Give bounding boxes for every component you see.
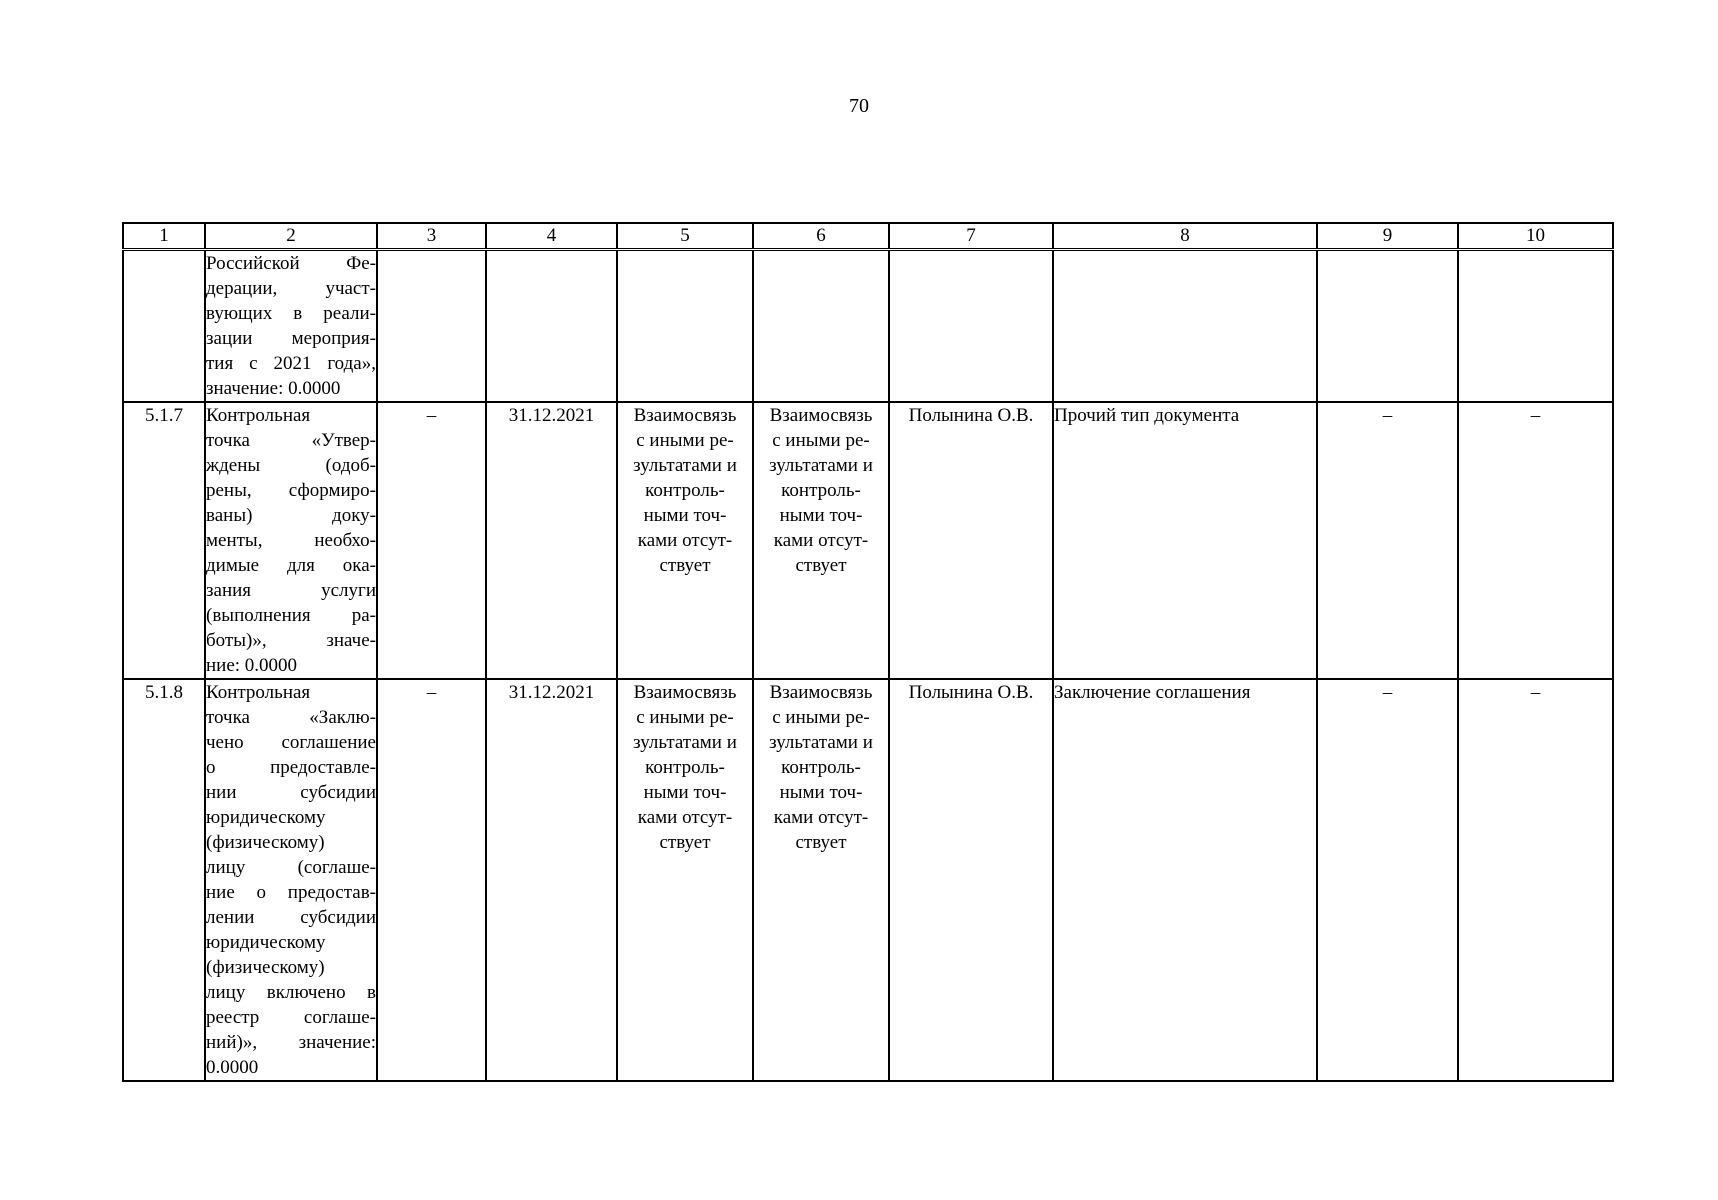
text-line: контроль- (781, 757, 861, 778)
text-line: с иными ре- (636, 707, 734, 728)
responsible-person: Полынина О.В. (889, 402, 1053, 679)
description-line: нии субсидии (206, 782, 376, 803)
header-cell-1: 1 (123, 223, 205, 250)
description-line: Контрольная (206, 405, 311, 426)
cell-col-3 (377, 250, 486, 403)
deadline-date: 31.12.2021 (486, 679, 617, 1081)
description-line: юридическому (206, 932, 326, 953)
description-line: о предоставле- (206, 757, 376, 778)
header-cell-8: 8 (1053, 223, 1317, 250)
row-number: 5.1.7 (123, 402, 205, 679)
page-number: 70 (849, 95, 869, 117)
text-line: Взаимосвязь (633, 405, 737, 426)
text-line: ными точ- (643, 505, 727, 526)
cell-col-10 (1458, 250, 1613, 403)
text-line: ками отсут- (637, 807, 733, 828)
header-cell-5: 5 (617, 223, 753, 250)
deadline-date (486, 250, 617, 403)
text-line: с иными ре- (772, 430, 870, 451)
header-cell-7: 7 (889, 223, 1053, 250)
header-row (123, 223, 1613, 250)
description-line: дерации, участ- (206, 278, 376, 299)
document-type: Заключение соглашения (1053, 679, 1317, 1081)
description-line: Российской Фе- (206, 253, 376, 274)
row-description (205, 402, 377, 679)
cell-col-9: – (1317, 679, 1458, 1081)
text-line: Взаимосвязь (633, 682, 737, 703)
description-line: ждены (одоб- (206, 455, 376, 476)
relationship-successors (753, 250, 889, 403)
relationship-predecessors (617, 679, 753, 1081)
description-line: димые для ока- (206, 555, 376, 576)
text-line: зультатами и (633, 732, 737, 753)
description-line: лении субсидии (206, 907, 376, 928)
cell-col-10: – (1458, 402, 1613, 679)
description-line: юридическому (206, 807, 326, 828)
description-line: вующих в реали- (206, 303, 376, 324)
description-line: рены, сформиро- (206, 480, 376, 501)
description-line: ваны) доку- (206, 505, 376, 526)
header-cell-10: 10 (1458, 223, 1613, 250)
description-line: ние о предостав- (206, 882, 376, 903)
description-line: ний)», значение: (206, 1032, 376, 1053)
table-header (123, 223, 1613, 250)
text-line: ствует (659, 555, 711, 576)
description-line: реестр соглаше- (206, 1007, 376, 1028)
row-number: 5.1.8 (123, 679, 205, 1081)
cell-col-9 (1317, 250, 1458, 403)
plan-table (122, 222, 1614, 1082)
relationship-predecessors (617, 402, 753, 679)
cell-col-3: – (377, 679, 486, 1081)
header-cell-9: 9 (1317, 223, 1458, 250)
relationship-successors (753, 402, 889, 679)
description-line: лицу (соглаше- (206, 857, 376, 878)
relationship-predecessors (617, 250, 753, 403)
description-line: зации мероприя- (206, 328, 376, 349)
text-line: ными точ- (779, 782, 863, 803)
description-line: точка «Заклю- (206, 707, 376, 728)
description-line: (физическому) (206, 832, 325, 853)
description-line: ние: 0.0000 (206, 655, 298, 676)
table-row (123, 679, 1613, 1081)
text-line: ствует (795, 832, 847, 853)
responsible-person: Полынина О.В. (889, 679, 1053, 1081)
row-number (123, 250, 205, 403)
text-line: зультатами и (769, 732, 873, 753)
description-line: зания услуги (206, 580, 376, 601)
text-line: ками отсут- (773, 807, 869, 828)
text-line: Взаимосвязь (769, 405, 873, 426)
description-line: точка «Утвер- (206, 430, 376, 451)
row-description (205, 250, 377, 403)
description-line: боты)», значе- (206, 630, 376, 651)
description-line: 0.0000 (206, 1057, 259, 1078)
description-line: тия с 2021 года», (206, 353, 376, 374)
relationship-successors (753, 679, 889, 1081)
table-body (123, 250, 1613, 1082)
description-line: лицу включено в (206, 982, 376, 1003)
description-line: менты, необхо- (206, 530, 376, 551)
text-line: контроль- (645, 757, 725, 778)
text-line: с иными ре- (636, 430, 734, 451)
document-type (1053, 250, 1317, 403)
text-line: зультатами и (633, 455, 737, 476)
text-line: ками отсут- (637, 530, 733, 551)
description-line: (выполнения ра- (206, 605, 376, 626)
text-line: зультатами и (769, 455, 873, 476)
cell-col-10: – (1458, 679, 1613, 1081)
text-line: Взаимосвязь (769, 682, 873, 703)
table-row (123, 402, 1613, 679)
description-line: чено соглашение (206, 732, 376, 753)
text-line: ками отсут- (773, 530, 869, 551)
responsible-person (889, 250, 1053, 403)
row-description (205, 679, 377, 1081)
header-cell-4: 4 (486, 223, 617, 250)
document-type: Прочий тип документа (1053, 402, 1317, 679)
text-line: ными точ- (779, 505, 863, 526)
table-row (123, 250, 1613, 403)
header-cell-3: 3 (377, 223, 486, 250)
text-line: контроль- (781, 480, 861, 501)
header-cell-2: 2 (205, 223, 377, 250)
text-line: ствует (659, 832, 711, 853)
deadline-date: 31.12.2021 (486, 402, 617, 679)
description-line: значение: 0.0000 (206, 378, 341, 399)
description-line: Контрольная (206, 682, 311, 703)
description-line: (физическому) (206, 957, 325, 978)
cell-col-3: – (377, 402, 486, 679)
text-line: контроль- (645, 480, 725, 501)
text-line: с иными ре- (772, 707, 870, 728)
text-line: ствует (795, 555, 847, 576)
cell-col-9: – (1317, 402, 1458, 679)
text-line: ными точ- (643, 782, 727, 803)
header-cell-6: 6 (753, 223, 889, 250)
